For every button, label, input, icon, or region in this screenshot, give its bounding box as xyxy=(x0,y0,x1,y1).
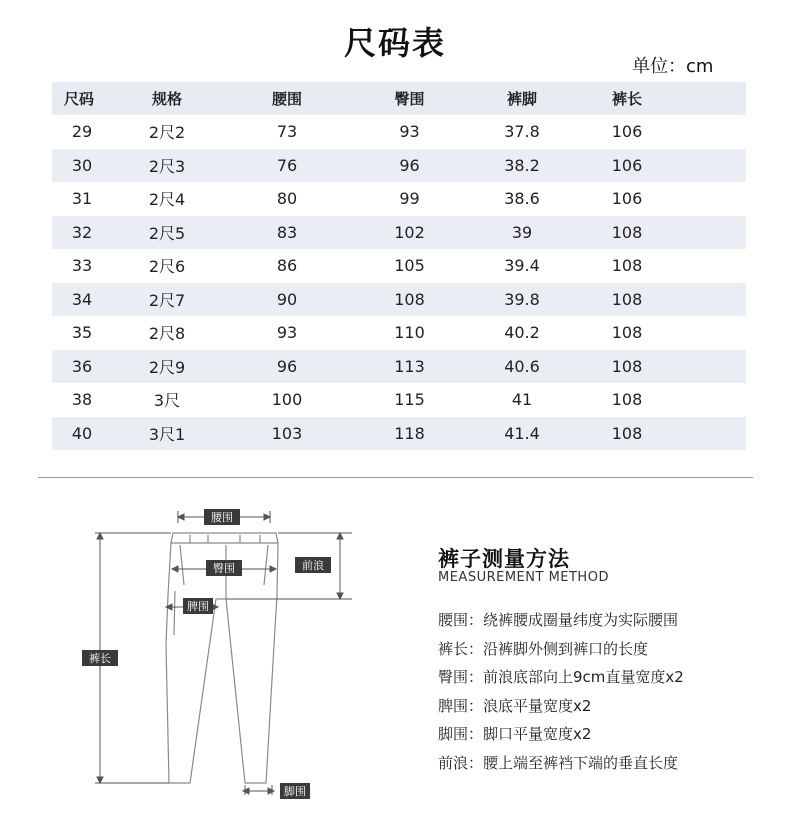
cell-waist: 83 xyxy=(276,222,298,242)
method-title: 裤子测量方法 xyxy=(438,547,570,571)
cell-hip: 105 xyxy=(394,256,425,276)
pants-measurement-diagram xyxy=(40,495,380,807)
cell-waist: 76 xyxy=(276,155,298,175)
table-header-row xyxy=(52,82,746,115)
cell-hem: 39.8 xyxy=(504,289,540,309)
cell-hem: 39 xyxy=(511,222,533,242)
method-item-thigh: 脾围：浪底平量宽度x2 xyxy=(438,696,592,715)
cell-waist: 86 xyxy=(276,256,298,276)
method-subtitle: MEASUREMENT METHOD xyxy=(438,570,609,585)
waist-label: 腰围 xyxy=(211,511,233,524)
cell-spec: 2尺5 xyxy=(148,223,186,243)
rise-label: 前浪 xyxy=(302,559,324,572)
cell-hip: 118 xyxy=(394,423,425,443)
cell-size: 35 xyxy=(71,323,93,343)
cell-spec: 2尺9 xyxy=(148,357,186,377)
cell-length: 108 xyxy=(611,423,643,443)
cell-waist: 103 xyxy=(271,423,303,443)
length-label: 裤长 xyxy=(89,652,111,665)
header-hip: 臀围 xyxy=(394,90,425,108)
page-title: 尺码表 xyxy=(343,24,446,62)
cell-waist: 93 xyxy=(276,323,298,343)
table-row xyxy=(52,350,746,384)
cell-hip: 108 xyxy=(394,289,425,309)
cell-hip: 96 xyxy=(399,155,420,175)
cell-spec: 2尺7 xyxy=(148,290,186,310)
cell-hip: 93 xyxy=(399,122,420,142)
cell-spec: 3尺 xyxy=(153,391,181,411)
cell-length: 108 xyxy=(611,390,643,410)
section-divider xyxy=(38,477,753,478)
cell-size: 36 xyxy=(71,356,93,376)
cell-hem: 41.4 xyxy=(504,423,540,443)
hem-dimension xyxy=(243,785,274,795)
cell-size: 32 xyxy=(71,222,93,242)
header-length: 裤长 xyxy=(611,90,642,108)
method-item-hip: 臀围：前浪底部向上9cm直量宽度x2 xyxy=(438,668,684,686)
table-row xyxy=(52,216,746,250)
method-item-hem: 脚围：脚口平量宽度x2 xyxy=(438,725,592,743)
table-row xyxy=(52,316,746,350)
cell-hem: 38.6 xyxy=(504,189,540,209)
cell-spec: 2尺4 xyxy=(148,190,186,210)
cell-waist: 80 xyxy=(276,189,298,209)
size-table xyxy=(52,82,746,450)
cell-spec: 2尺6 xyxy=(148,257,186,277)
cell-spec: 3尺1 xyxy=(148,424,186,444)
cell-waist: 100 xyxy=(271,390,303,410)
cell-spec: 2尺8 xyxy=(148,324,186,344)
cell-length: 108 xyxy=(611,323,643,343)
cell-hip: 113 xyxy=(394,356,425,376)
table-row xyxy=(52,417,746,451)
hip-label: 臀围 xyxy=(213,562,235,575)
cell-length: 106 xyxy=(611,122,643,142)
hem-label: 脚围 xyxy=(284,785,306,798)
cell-hem: 38.2 xyxy=(504,155,540,175)
cell-size: 34 xyxy=(71,289,93,309)
method-item-rise: 前浪：腰上端至裤裆下端的垂直长度 xyxy=(438,753,679,772)
cell-size: 30 xyxy=(71,155,93,175)
cell-hem: 41 xyxy=(511,390,533,410)
cell-size: 33 xyxy=(71,256,93,276)
table-row xyxy=(52,249,746,283)
cell-size: 38 xyxy=(71,390,93,410)
cell-length: 108 xyxy=(611,356,643,376)
cell-length: 106 xyxy=(611,155,643,175)
cell-spec: 2尺3 xyxy=(148,156,186,176)
header-size: 尺码 xyxy=(64,90,95,108)
cell-hip: 115 xyxy=(394,390,425,410)
cell-waist: 73 xyxy=(276,122,298,142)
table-row xyxy=(52,383,746,417)
table-row xyxy=(52,115,746,149)
cell-size: 29 xyxy=(71,122,93,142)
cell-hem: 37.8 xyxy=(504,122,540,142)
table-row xyxy=(52,182,746,216)
cell-hip: 102 xyxy=(394,222,425,242)
thigh-label: 脾围 xyxy=(187,600,209,613)
cell-length: 106 xyxy=(611,189,643,209)
cell-size: 31 xyxy=(71,189,93,209)
cell-waist: 96 xyxy=(276,356,298,376)
cell-hem: 40.6 xyxy=(504,356,540,376)
cell-hem: 40.2 xyxy=(504,323,540,343)
cell-size: 40 xyxy=(71,423,93,443)
cell-hem: 39.4 xyxy=(504,256,540,276)
cell-spec: 2尺2 xyxy=(148,123,186,143)
table-row xyxy=(52,149,746,183)
header-spec: 规格 xyxy=(151,90,182,108)
unit-label: 单位：cm xyxy=(632,56,714,77)
cell-hip: 110 xyxy=(394,323,425,343)
method-item-waist: 腰围：绕裤腰成圈量纬度为实际腰围 xyxy=(438,611,679,629)
cell-length: 108 xyxy=(611,222,643,242)
cell-length: 108 xyxy=(611,256,643,276)
table-row xyxy=(52,283,746,317)
cell-length: 108 xyxy=(611,289,643,309)
method-list xyxy=(438,610,768,781)
header-hem: 裤脚 xyxy=(506,90,537,108)
method-item-length: 裤长：沿裤脚外侧到裤口的长度 xyxy=(438,639,649,658)
cell-waist: 90 xyxy=(276,289,298,309)
cell-hip: 99 xyxy=(399,189,420,209)
header-waist: 腰围 xyxy=(271,90,302,108)
